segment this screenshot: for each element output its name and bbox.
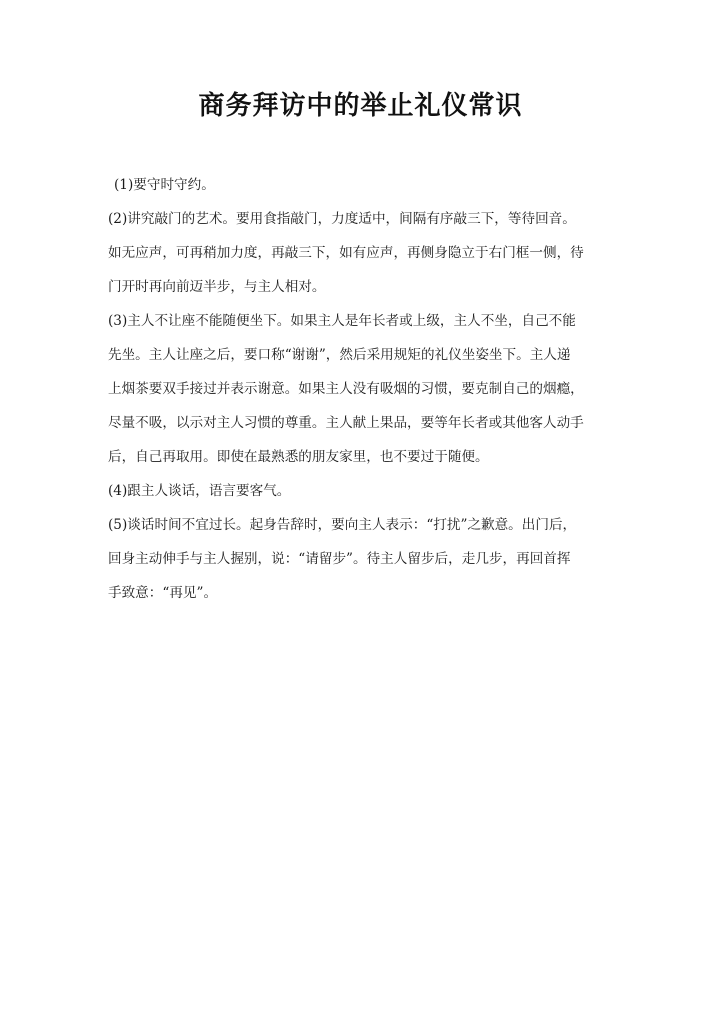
paragraph-line: 回身主动伸手与主人握别，说：“请留步”。待主人留步后，走几步，再回首挥 <box>108 551 571 567</box>
paragraph-line: (4)跟主人谈话，语言要客气。 <box>108 483 291 499</box>
paragraph-line: (2)讲究敲门的艺术。要用食指敲门，力度适中，间隔有序敲三下，等待回音。 <box>108 211 576 227</box>
paragraph-line: 手致意：“再见”。 <box>108 585 218 601</box>
paragraph-line: 尽量不吸，以示对主人习惯的尊重。主人献上果品，要等年长者或其他客人动手 <box>108 415 584 431</box>
paragraph-line: 门开时再向前迈半步，与主人相对。 <box>108 279 326 295</box>
paragraph-line: 先坐。主人让座之后，要口称“谢谢”，然后采用规矩的礼仪坐姿坐下。主人递 <box>108 347 571 363</box>
paragraph-line: (5)谈话时间不宜过长。起身告辞时，要向主人表示：“打扰”之歉意。出门后， <box>108 517 577 533</box>
paragraph-line: 如无应声，可再稍加力度，再敲三下，如有应声，再侧身隐立于右门框一侧，待 <box>108 245 584 261</box>
document-body <box>108 168 618 610</box>
paragraph-line: (3)主人不让座不能随便坐下。如果主人是年长者或上级，主人不坐，自己不能 <box>108 313 576 329</box>
paragraph-line: 上烟茶要双手接过并表示谢意。如果主人没有吸烟的习惯，要克制自己的烟瘾， <box>108 381 584 397</box>
document-title: 商务拜访中的举止礼仪常识 <box>198 91 523 121</box>
paragraph-line: 后，自己再取用。即使在最熟悉的朋友家里，也不要过于随便。 <box>108 449 489 465</box>
paragraph-line: (1)要守时守约。 <box>114 177 215 193</box>
